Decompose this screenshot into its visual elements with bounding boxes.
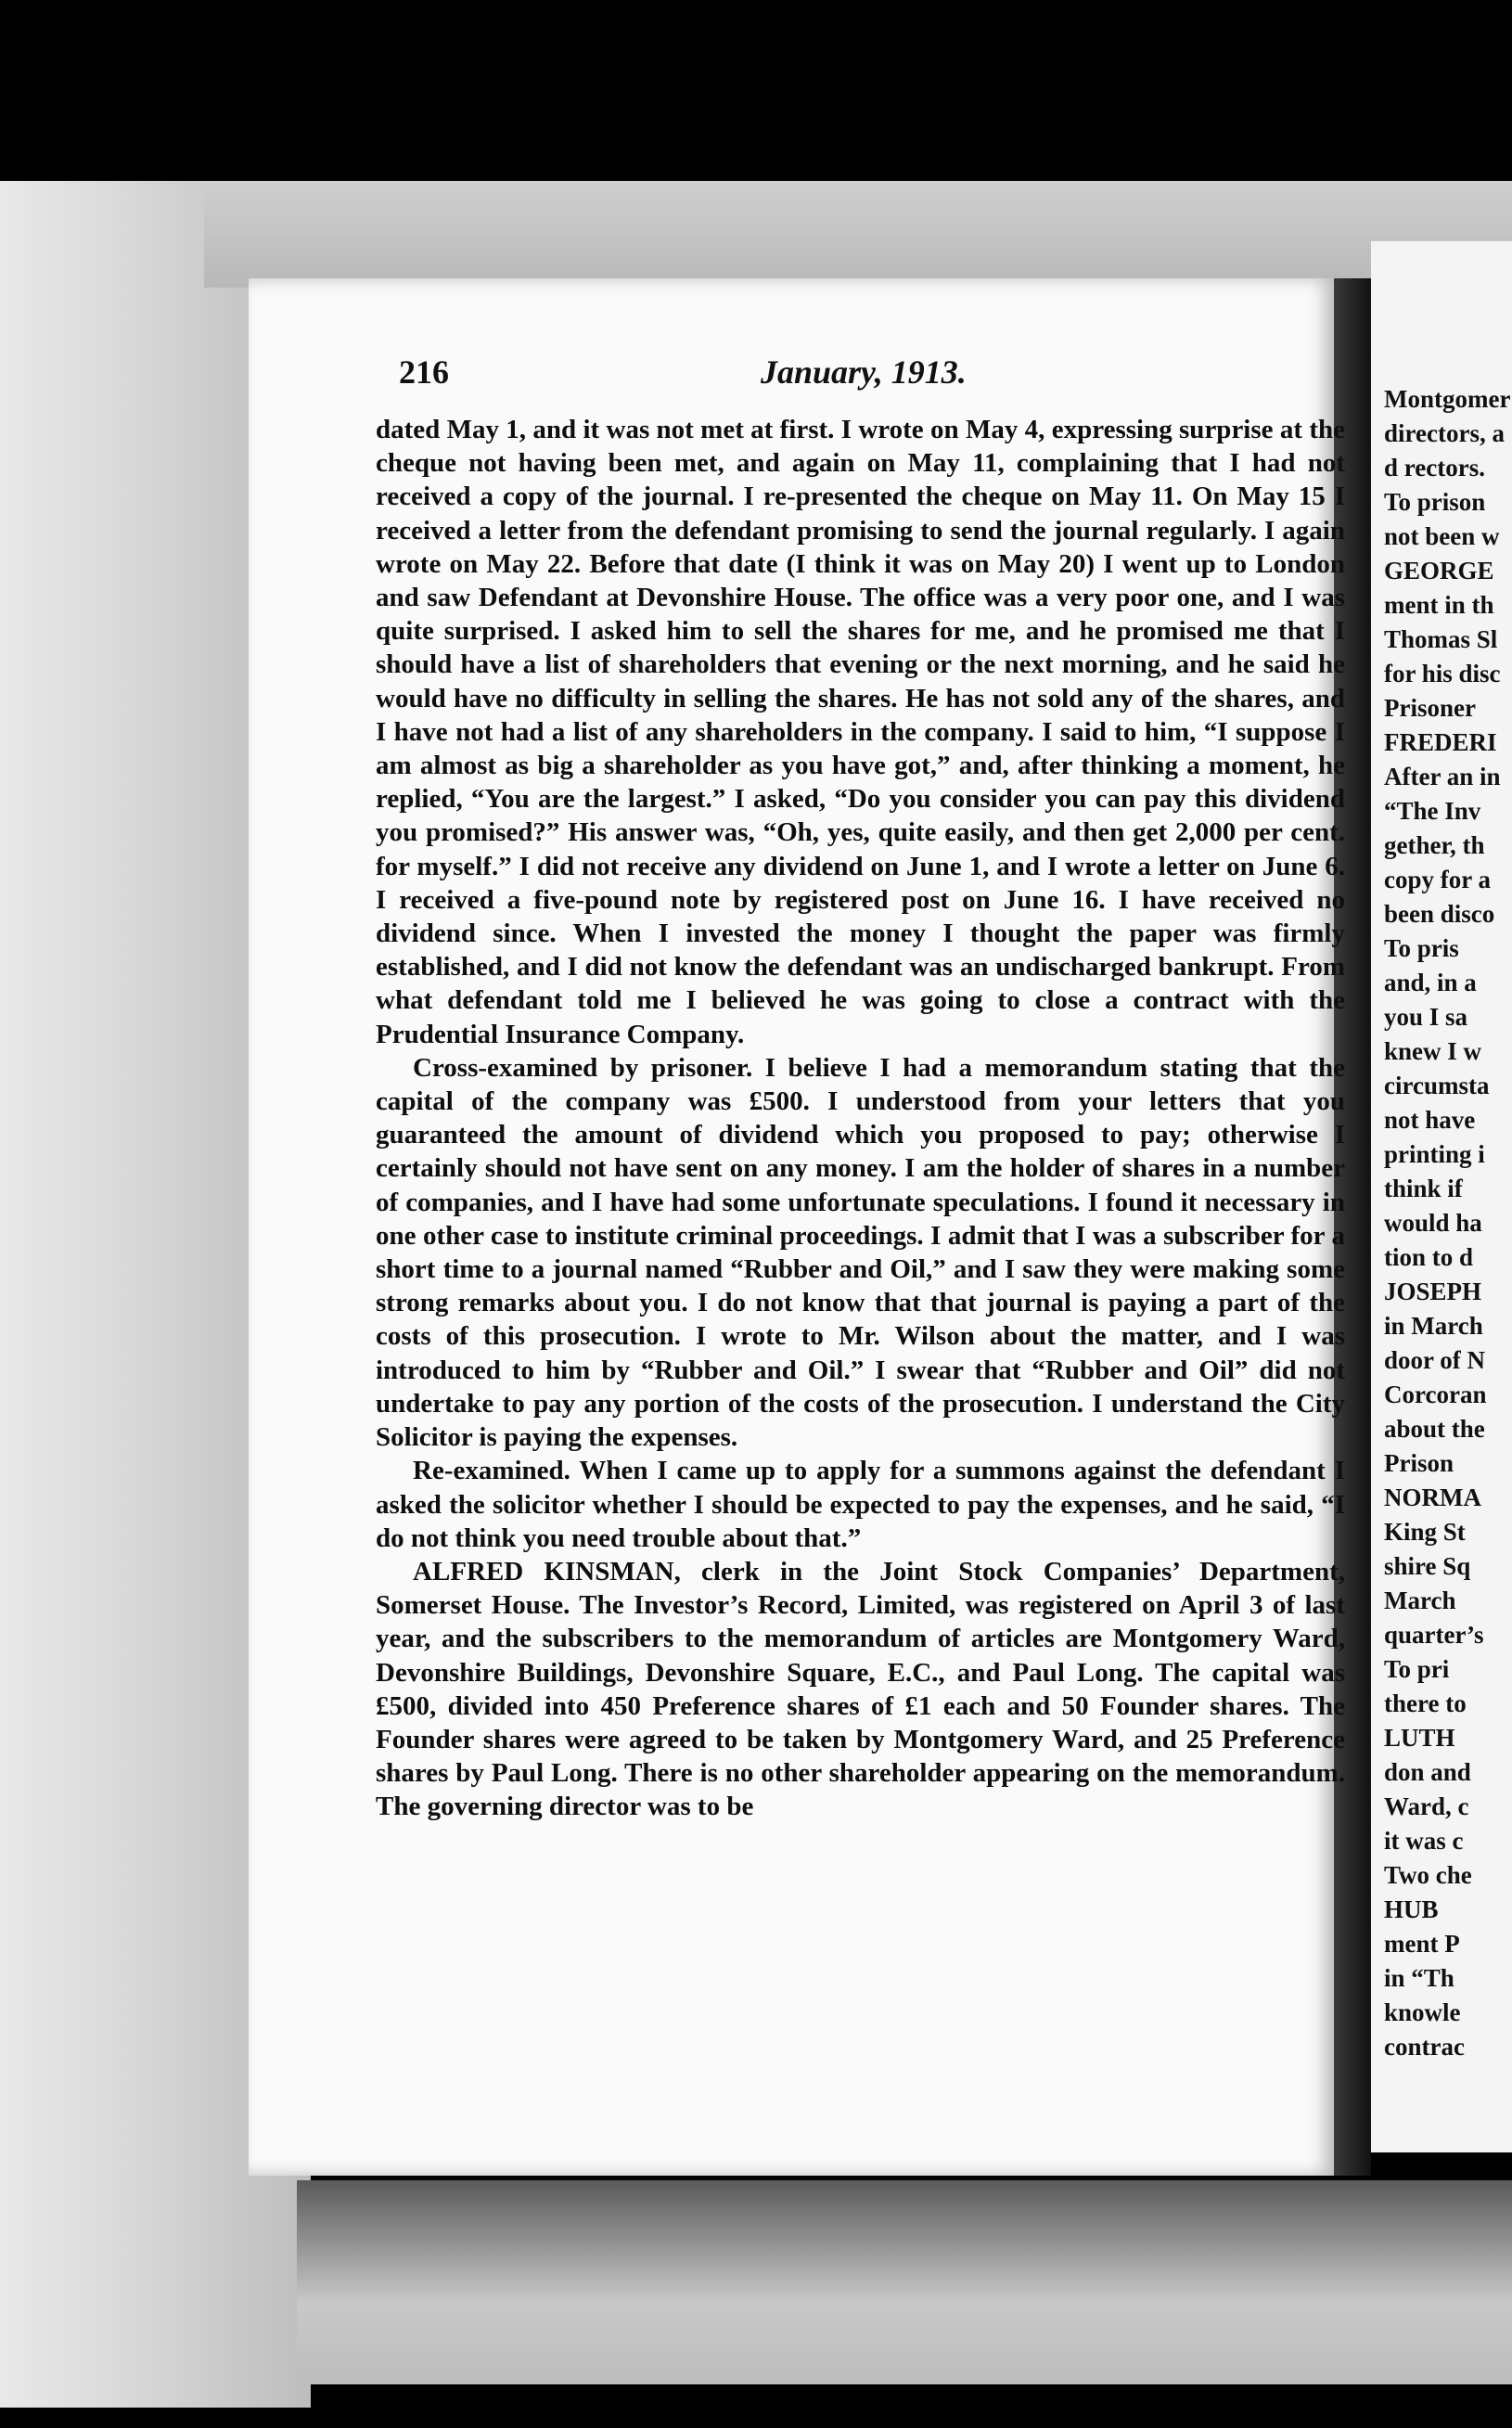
facing-page — [1371, 241, 1512, 2152]
facing-page-line: After an in — [1384, 763, 1501, 790]
facing-page-line: think if — [1384, 1175, 1463, 1202]
facing-page-line: Corcoran — [1384, 1381, 1487, 1408]
facing-page-line: Thomas Sl — [1384, 625, 1498, 653]
scan-background-top — [204, 181, 1512, 288]
facing-page-line: contrac — [1384, 2033, 1465, 2061]
facing-page-text — [1371, 382, 1510, 2064]
facing-page-line: knew I w — [1384, 1037, 1482, 1065]
facing-page-line: Ward, c — [1384, 1792, 1469, 1820]
facing-page-line: King St — [1384, 1518, 1466, 1546]
facing-page-line: don and — [1384, 1758, 1471, 1786]
facing-page-line: gether, th — [1384, 831, 1485, 859]
facing-page-line: you I sa — [1384, 1003, 1468, 1031]
facing-page-line: Two che — [1384, 1861, 1472, 1889]
facing-page-line: for his disc — [1384, 660, 1501, 687]
facing-page-line: Montgomer — [1384, 385, 1511, 413]
facing-page-line: shire Sq — [1384, 1552, 1471, 1580]
paragraph-cross-examination: Cross-examined by prisoner. I believe I had a memorandum stating that the capital of the company was £500. I understood from your letters that you guaranteed the amount of dividend which you proposed to pay; otherwise I certainly should not have sent on any money. I am the holder of shares in a number of companies, and I have had some unfortunate speculations. I found it necessary in one other case to institute criminal proceedings. I admit that I was a subscriber for a short time to a journal named “Rubber and Oil,” and I saw they were making some strong remarks about you. I do not know that that journal is paying a part of the costs of this prosecution. I wrote to Mr. Wilson about the matter, and I was introduced to him by “Rubber and Oil.” I swear that “Rubber and Oil” did not undertake to pay any portion of the costs of the prosecution. I understand the City Solicitor is paying the expenses. — [376, 1052, 1345, 1453]
facing-page-line: copy for a — [1384, 866, 1491, 893]
facing-page-line: “The Inv — [1384, 797, 1481, 825]
paragraph-re-examination: Re-examined. When I came up to apply for a summons against the defendant I asked the solicitor whether I should be expected to pay the expenses, and he said, “I do not think you need trouble about that.” — [376, 1456, 1345, 1553]
scan-background-bottom — [297, 2180, 1512, 2384]
facing-page-line: door of N — [1384, 1346, 1486, 1374]
facing-page-line: To prison — [1384, 488, 1486, 516]
facing-page-line: HUB — [1384, 1895, 1439, 1923]
facing-page-line: FREDERI — [1384, 728, 1497, 756]
facing-page-line: d rectors. — [1384, 454, 1485, 482]
facing-page-line: circumsta — [1384, 1072, 1490, 1099]
page-body — [376, 413, 1345, 1824]
paragraph-testimony: dated May 1, and it was not met at first. I wrote on May 4, expressing surprise at the cheque not having been met, and again on May 11, complaining that I had not received a copy of the journal. I re-presented the cheque on May 11. On May 15 I received a letter from the defendant promising to send the journal regularly. I again wrote on May 22. Before that date (I think it was on May 20) I went up to London and saw Defendant at Devonshire House. The office was a very poor one, and I was quite surprised. I asked him to sell the shares for me, and he promised me that I should have a list of shareholders that evening or the next morning, and he said he would have no difficulty in selling the shares. He has not sold any of the shares, and I have not had a list of any shareholders in the company. I said to him, “I suppose I am almost as big a shareholder as you have got,” and, after thinking a moment, he replied, “You are the largest.” I asked, “Do you consider you can pay this dividend you promised?” His answer was, “Oh, yes, quite easily, and then get 2,000 per cent. for myself.” I did not receive any dividend on June 1, and I wrote a letter on June 6. I received a five-pound note by registered post on June 16. I have received no dividend since. When I invested the money I thought the paper was firmly established, and I did not know the defendant was an undischarged bankrupt. From what defendant told me I believed he was going to close a contract with the Prudential Insurance Company. — [376, 415, 1345, 1049]
facing-page-line: Prisoner — [1384, 694, 1476, 722]
facing-page-line: ment P — [1384, 1930, 1460, 1958]
facing-page-line: LUTH — [1384, 1724, 1455, 1752]
paragraph-kinsman-testimony: ALFRED KINSMAN, clerk in the Joint Stock Companies’ Department, Somerset House. The Investor’s Record, Limited, was registered on April 3 of last year, and the subscribers to the memorandum of articles are Montgomery Ward, Devonshire Buildings, Devonshire Square, E.C., and Paul Long. The capital was £500, divided into 450 Preference shares of £1 each and 50 Founder shares. The Founder shares were agreed to be taken by Montgomery Ward, and 25 Preference shares by Paul Long. There is no other shareholder appearing on the memorandum. The governing director was to be — [376, 1556, 1345, 1822]
facing-page-line: GEORGE — [1384, 557, 1494, 585]
facing-page-line: quarter’s — [1384, 1621, 1484, 1649]
facing-page-line: JOSEPH — [1384, 1278, 1482, 1305]
running-title: January, 1913. — [761, 353, 967, 391]
facing-page-line: tion to d — [1384, 1243, 1474, 1271]
facing-page-line: and, in a — [1384, 969, 1477, 996]
facing-page-line: To pri — [1384, 1655, 1450, 1683]
page-header — [371, 353, 1345, 399]
facing-page-line: been disco — [1384, 900, 1495, 928]
facing-page-line: knowle — [1384, 1998, 1461, 2026]
facing-page-line: not have — [1384, 1106, 1476, 1134]
facing-page-line: not been w — [1384, 522, 1500, 550]
facing-page-line: NORMA — [1384, 1484, 1481, 1511]
facing-page-line: ment in th — [1384, 591, 1494, 619]
facing-page-line: Prison — [1384, 1449, 1454, 1477]
facing-page-line: in “Th — [1384, 1964, 1454, 1992]
facing-page-line: To pris — [1384, 934, 1459, 962]
facing-page-line: would ha — [1384, 1209, 1482, 1237]
facing-page-line: there to — [1384, 1689, 1467, 1717]
facing-page-line: about the — [1384, 1415, 1485, 1443]
facing-page-line: March — [1384, 1587, 1456, 1614]
facing-page-line: it was c — [1384, 1827, 1464, 1855]
page-number: 216 — [399, 353, 449, 391]
facing-page-line: directors, a — [1384, 419, 1505, 447]
facing-page-line: in March — [1384, 1312, 1483, 1340]
facing-page-line: printing i — [1384, 1140, 1485, 1168]
